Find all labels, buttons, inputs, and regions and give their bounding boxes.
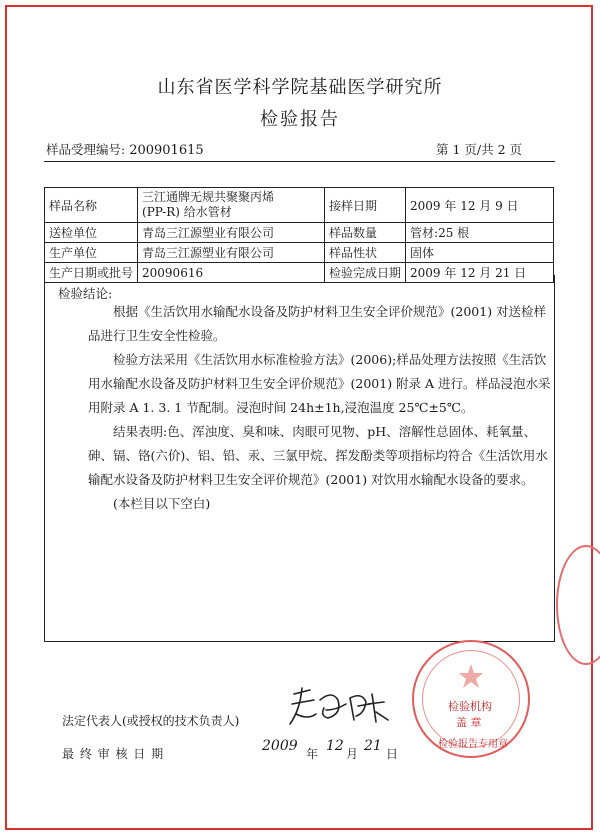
- value-receive-date: 2009 年 12 月 9 日: [406, 188, 554, 223]
- official-stamp: [412, 640, 530, 758]
- table-row: [45, 243, 554, 263]
- label-property: 样品性状: [325, 243, 406, 263]
- label-complete-date: 检验完成日期: [325, 263, 406, 283]
- table-row: [45, 188, 554, 223]
- label-receive-date: 接样日期: [325, 188, 406, 223]
- sample-receipt-number: 200901615: [129, 143, 204, 158]
- final-review-label: 最 终 审 核 日 期: [62, 747, 165, 761]
- conclusion-paragraph-1: 根据《生活饮用水输配水设备及防护材料卫生安全评价规范》(2001) 对送检样品进行卫生安全性检验。: [88, 304, 547, 343]
- header-rule: [44, 161, 555, 162]
- date-month: 12: [326, 738, 344, 754]
- blank-note: (本栏目以下空白): [113, 496, 211, 511]
- date-month-unit: 月: [346, 747, 359, 761]
- label-submitter: 送检单位: [45, 223, 138, 243]
- stamp-line-2: 盖 章: [456, 716, 482, 729]
- sample-receipt-label: 样品受理编号:: [46, 142, 126, 157]
- signature-handwriting: [280, 680, 400, 732]
- conclusion-paragraph-2: 检验方法采用《生活饮用水标准检验方法》(2006);样品处理方法按照《生活饮用水输配水设备及防护材料卫生安全评价规范》(2001) 附录 A 进行。样品浸泡水采用附录 A 1. 3. 1 节配制。浸泡时间 24h±1h,浸泡温度 25℃±5℃。: [88, 352, 551, 415]
- value-submitter: 青岛三江源塑业有限公司: [138, 223, 325, 243]
- stamp-line-1: 检验机构: [448, 700, 492, 713]
- conclusion-heading: 检验结论:: [58, 286, 113, 301]
- label-sample-name: 样品名称: [45, 188, 138, 223]
- sample-info-table: [44, 187, 554, 283]
- date-year-unit: 年: [306, 747, 319, 761]
- value-property: 固体: [406, 243, 554, 263]
- date-day: 21: [364, 738, 382, 754]
- label-manufacturer: 生产单位: [45, 243, 138, 263]
- label-quantity: 样品数量: [325, 223, 406, 243]
- report-title: 检验报告: [260, 109, 340, 130]
- value-batch: 20090616: [138, 263, 325, 283]
- date-year: 2009: [262, 738, 298, 754]
- value-manufacturer: 青岛三江源塑业有限公司: [138, 243, 325, 263]
- table-row: [45, 263, 554, 283]
- value-sample-name: 三江通牌无规共聚聚丙烯 (PP-R) 给水管材: [138, 188, 325, 223]
- table-row: [45, 223, 554, 243]
- label-batch: 生产日期或批号: [45, 263, 138, 283]
- value-quantity: 管材:25 根: [406, 223, 554, 243]
- conclusion-paragraph-3: 结果表明:色、浑浊度、臭和味、肉眼可见物、pH、溶解性总固体、耗氧量、砷、镉、铬(六价)、铝、铅、汞、三氯甲烷、挥发酚类等项指标均符合《生活饮用水输配水设备及防护材料卫生安全评价规范》(2001) 对饮用水输配水设备的要求。: [88, 424, 548, 487]
- value-complete-date: 2009 年 12 月 21 日: [406, 263, 554, 283]
- conclusion-left-border: [44, 275, 45, 641]
- conclusion-body: [88, 300, 556, 516]
- sample-receipt: [46, 140, 204, 158]
- institute-name: 山东省医学科学院基础医学研究所: [157, 77, 443, 98]
- stamp-bottom-text: 检验报告专用章: [438, 739, 508, 750]
- date-day-unit: 日: [386, 747, 399, 761]
- page-info: 第 1 页/共 2 页: [436, 142, 523, 157]
- legal-rep-label: 法定代表人(或授权的技术负责人): [62, 714, 240, 728]
